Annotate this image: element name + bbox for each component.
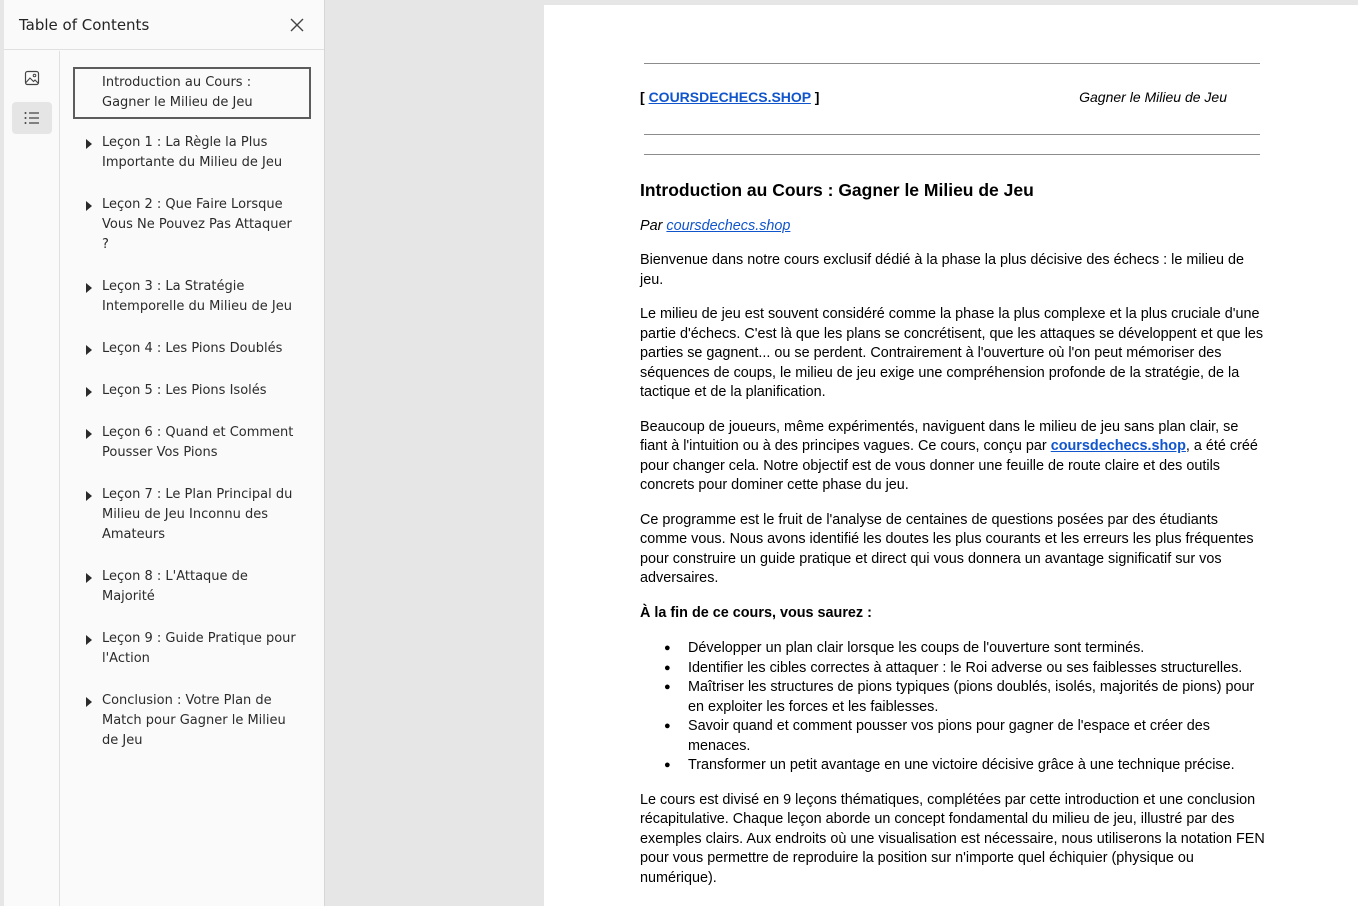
paragraph: Le cours est divisé en 9 leçons thématiques, complétées par cette introduction et une conclusion récapitulative. Chaque leçon aborde un concept fondamental du milieu de jeu, illustré par des exemples clairs. Aux endroits où une visualisation est nécessaire, nous utiliserons la notation FEN pour vous permettre de reproduire la position sur n'importe quel échiquier (physique ou numérique). [640, 791, 1265, 886]
expand-caret-icon[interactable] [86, 201, 92, 211]
toc-view-rail [4, 51, 60, 906]
expand-caret-icon[interactable] [86, 283, 92, 293]
expand-caret-icon[interactable] [86, 697, 92, 707]
toc-item-label: Introduction au Cours : Gagner le Milieu de Jeu [102, 75, 253, 110]
bracket-close: ] [810, 89, 820, 105]
list-item: ● Savoir quand et comment pousser vos pions pour gagner de l'espace et créer des menaces. [640, 717, 1266, 756]
paragraph: Le milieu de jeu est souvent considéré comme la phase la plus complexe et la plus cruciale d'une partie d'échecs. C'est là que les plans se concrétisent, que les attaques se développent et que les parties se gagnent... ou se perdent. Contrairement à l'ouverture où l'on peut mémoriser des séquences de coups, le milieu de jeu exige une compréhension profonde de la stratégie, de la tactique et de la planification. [640, 306, 1264, 400]
byline [640, 217, 1266, 237]
header-rule [644, 154, 1260, 155]
expand-caret-icon[interactable] [86, 635, 92, 645]
list-item: ● Transformer un petit avantage en une victoire décisive grâce à une technique précise. [640, 756, 1266, 776]
document-title: Introduction au Cours : Gagner le Milieu de Jeu [640, 180, 1034, 200]
toc-item[interactable] [73, 686, 311, 756]
list-heading: À la fin de ce cours, vous saurez : [640, 604, 872, 621]
header-rule [644, 134, 1260, 135]
expand-caret-icon[interactable] [86, 429, 92, 439]
toc-item-label: Conclusion : Votre Plan de Match pour Gagner le Milieu de Jeu [102, 693, 286, 748]
close-toc-button[interactable] [286, 14, 308, 36]
toc-item[interactable] [73, 67, 311, 119]
outline-view-button[interactable] [12, 102, 52, 134]
expand-caret-icon[interactable] [86, 491, 92, 501]
header-doc-title: Gagner le Milieu de Jeu [1079, 89, 1227, 105]
toc-item-label: Leçon 8 : L'Attaque de Majorité [102, 569, 248, 604]
toc-item-label: Leçon 5 : Les Pions Isolés [102, 383, 267, 398]
list-item: ● Maîtriser les structures de pions typiques (pions doublés, isolés, majorités de pions) pour en exploiter les forces et les faiblesses. [640, 678, 1266, 717]
toc-item[interactable] [73, 624, 311, 674]
thumbnails-view-button[interactable] [12, 62, 52, 94]
list-item: ● Identifier les cibles correctes à attaquer : le Roi adverse ou ses faiblesses structurelles. [640, 659, 1266, 679]
header-site [640, 89, 819, 105]
header-rule [644, 63, 1260, 64]
expand-caret-icon[interactable] [86, 345, 92, 355]
list-item: ● Développer un plan clair lorsque les coups de l'ouverture sont terminés. [640, 639, 1266, 659]
toc-panel [4, 0, 325, 906]
expand-caret-icon[interactable] [86, 139, 92, 149]
toc-item[interactable] [73, 272, 311, 322]
close-icon [289, 17, 305, 33]
bracket-open: [ [640, 89, 649, 105]
toc-item[interactable] [73, 190, 311, 260]
paragraph: Ce programme est le fruit de l'analyse de centaines de questions posées par des étudiants comme vous. Nous avons identifié les doutes les plus courants et les erreurs les plus fréquentes pour construire un guide pratique et direct qui vous donnera un avantage significatif sur vos adversaires. [640, 511, 1254, 586]
goals-list [640, 639, 1266, 776]
document-page [544, 5, 1358, 906]
toc-item[interactable] [73, 376, 311, 406]
paragraph [640, 418, 1266, 496]
toc-header [4, 0, 324, 50]
toc-item[interactable] [73, 128, 311, 178]
site-link[interactable]: COURSDECHECS.SHOP [648, 89, 811, 105]
toc-item-label: Leçon 2 : Que Faire Lorsque Vous Ne Pouvez Pas Attaquer ? [102, 197, 292, 252]
toc-item[interactable] [73, 480, 311, 550]
document-body [640, 181, 1266, 903]
image-icon [24, 70, 40, 86]
toc-item-label: Leçon 9 : Guide Pratique pour l'Action [102, 631, 296, 666]
toc-item-label: Leçon 1 : La Règle la Plus Importante du Milieu de Jeu [102, 135, 283, 170]
expand-caret-icon[interactable] [86, 573, 92, 583]
byline-prefix: Par [640, 217, 667, 234]
paragraph-text: Beaucoup de joueurs, même expérimentés, naviguent dans le milieu de jeu sans plan clair, se fiant à l'intuition ou à des principes vagues. Ce cours, conçu par [640, 418, 1239, 454]
site-link-inline[interactable]: coursdechecs.shop [1050, 438, 1186, 454]
toc-item-label: Leçon 7 : Le Plan Principal du Milieu de Jeu Inconnu des Amateurs [102, 487, 293, 542]
paragraph: Bienvenue dans notre cours exclusif dédié à la phase la plus décisive des échecs : le milieu de jeu. [640, 252, 1244, 288]
toc-item-label: Leçon 6 : Quand et Comment Pousser Vos Pions [102, 425, 294, 460]
toc-item[interactable] [73, 334, 311, 364]
toc-item[interactable] [73, 418, 311, 468]
toc-item-label: Leçon 3 : La Stratégie Intemporelle du Milieu de Jeu [102, 279, 292, 314]
toc-title: Table of Contents [19, 15, 150, 34]
toc-item[interactable] [73, 562, 311, 612]
paragraph-text: , a été créé pour changer cela. Notre objectif est de vous donner une feuille de route claire et des outils concrets pour dominer cette phase du jeu. [640, 438, 1258, 493]
expand-caret-icon[interactable] [86, 387, 92, 397]
toc-item-label: Leçon 4 : Les Pions Doublés [102, 341, 283, 356]
byline-link[interactable]: coursdechecs.shop [666, 217, 791, 234]
list-icon [23, 110, 41, 126]
toc-list [73, 67, 311, 768]
